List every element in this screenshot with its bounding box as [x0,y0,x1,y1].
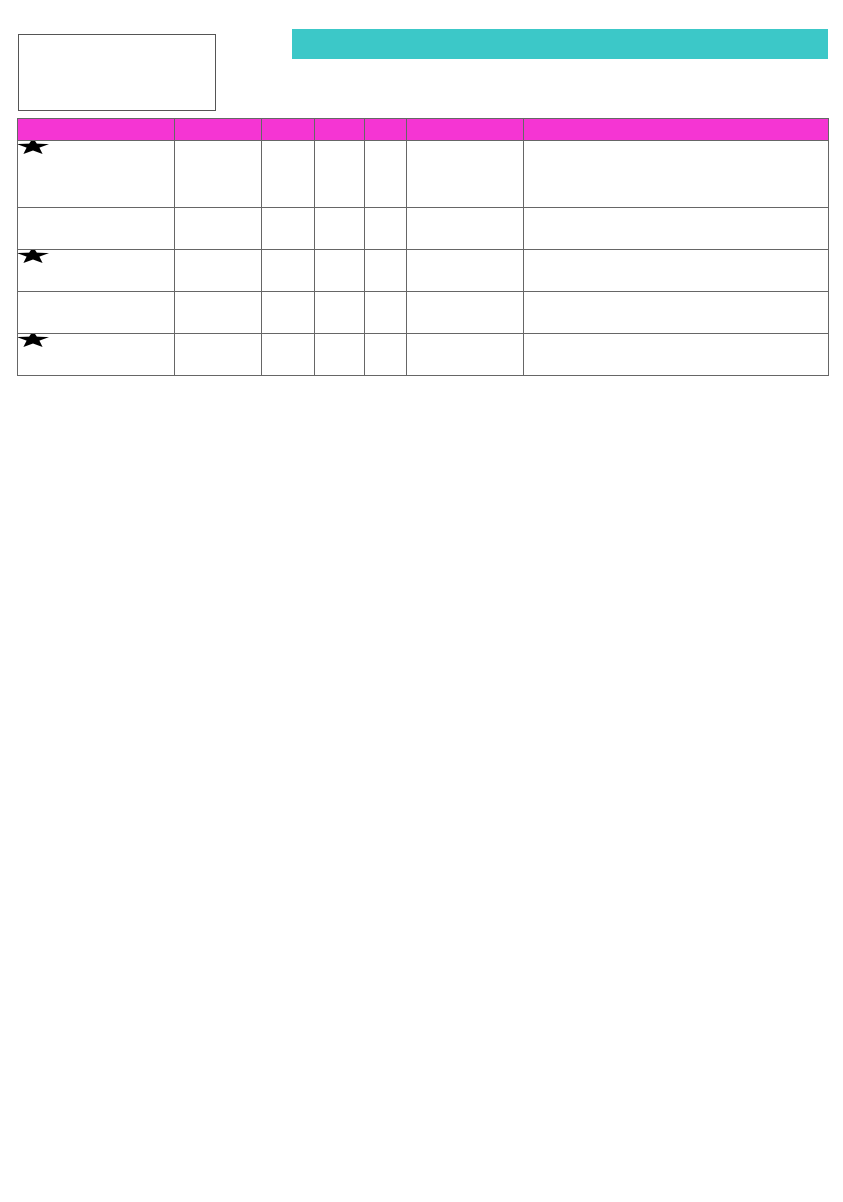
logo [18,34,216,111]
new-badge [18,250,50,264]
date-cell [175,292,262,334]
class-name-cell [18,292,175,334]
class-name-cell [18,208,175,250]
capacity-cell [365,141,407,208]
date-cell [175,250,262,292]
fee-cell [407,334,524,376]
content-cell [524,334,829,376]
table-row [18,250,829,292]
fee-cell [407,208,524,250]
capacity-cell [365,208,407,250]
table-row [18,208,829,250]
column-header [175,119,262,141]
fee-cell [407,250,524,292]
class-name-cell [18,250,175,292]
content-cell [524,250,829,292]
column-header [315,119,365,141]
column-header [262,119,315,141]
capacity-cell [365,292,407,334]
fee-cell [407,141,524,208]
capacity-cell [365,250,407,292]
class-name-cell [18,141,175,208]
date-cell [175,141,262,208]
target-cell [315,334,365,376]
content-cell [524,292,829,334]
new-badge [18,334,50,348]
page-title [292,29,828,59]
content-cell [524,141,829,208]
new-badge [18,141,50,155]
time-cell [262,208,315,250]
table-row [18,292,829,334]
footnotes [17,1132,528,1178]
target-cell [315,250,365,292]
class-name-cell [18,334,175,376]
table-row [18,141,829,208]
column-header [18,119,175,141]
time-cell [262,334,315,376]
column-header [365,119,407,141]
date-cell [175,208,262,250]
fee-cell [407,292,524,334]
footer [528,1132,828,1178]
target-cell [315,292,365,334]
column-header [407,119,524,141]
capacity-cell [365,334,407,376]
exercise-table [17,118,829,376]
date-cell [175,334,262,376]
table-row [18,334,829,376]
time-cell [262,292,315,334]
target-cell [315,141,365,208]
target-cell [315,208,365,250]
column-header [524,119,829,141]
content-cell [524,208,829,250]
time-cell [262,250,315,292]
time-cell [262,141,315,208]
